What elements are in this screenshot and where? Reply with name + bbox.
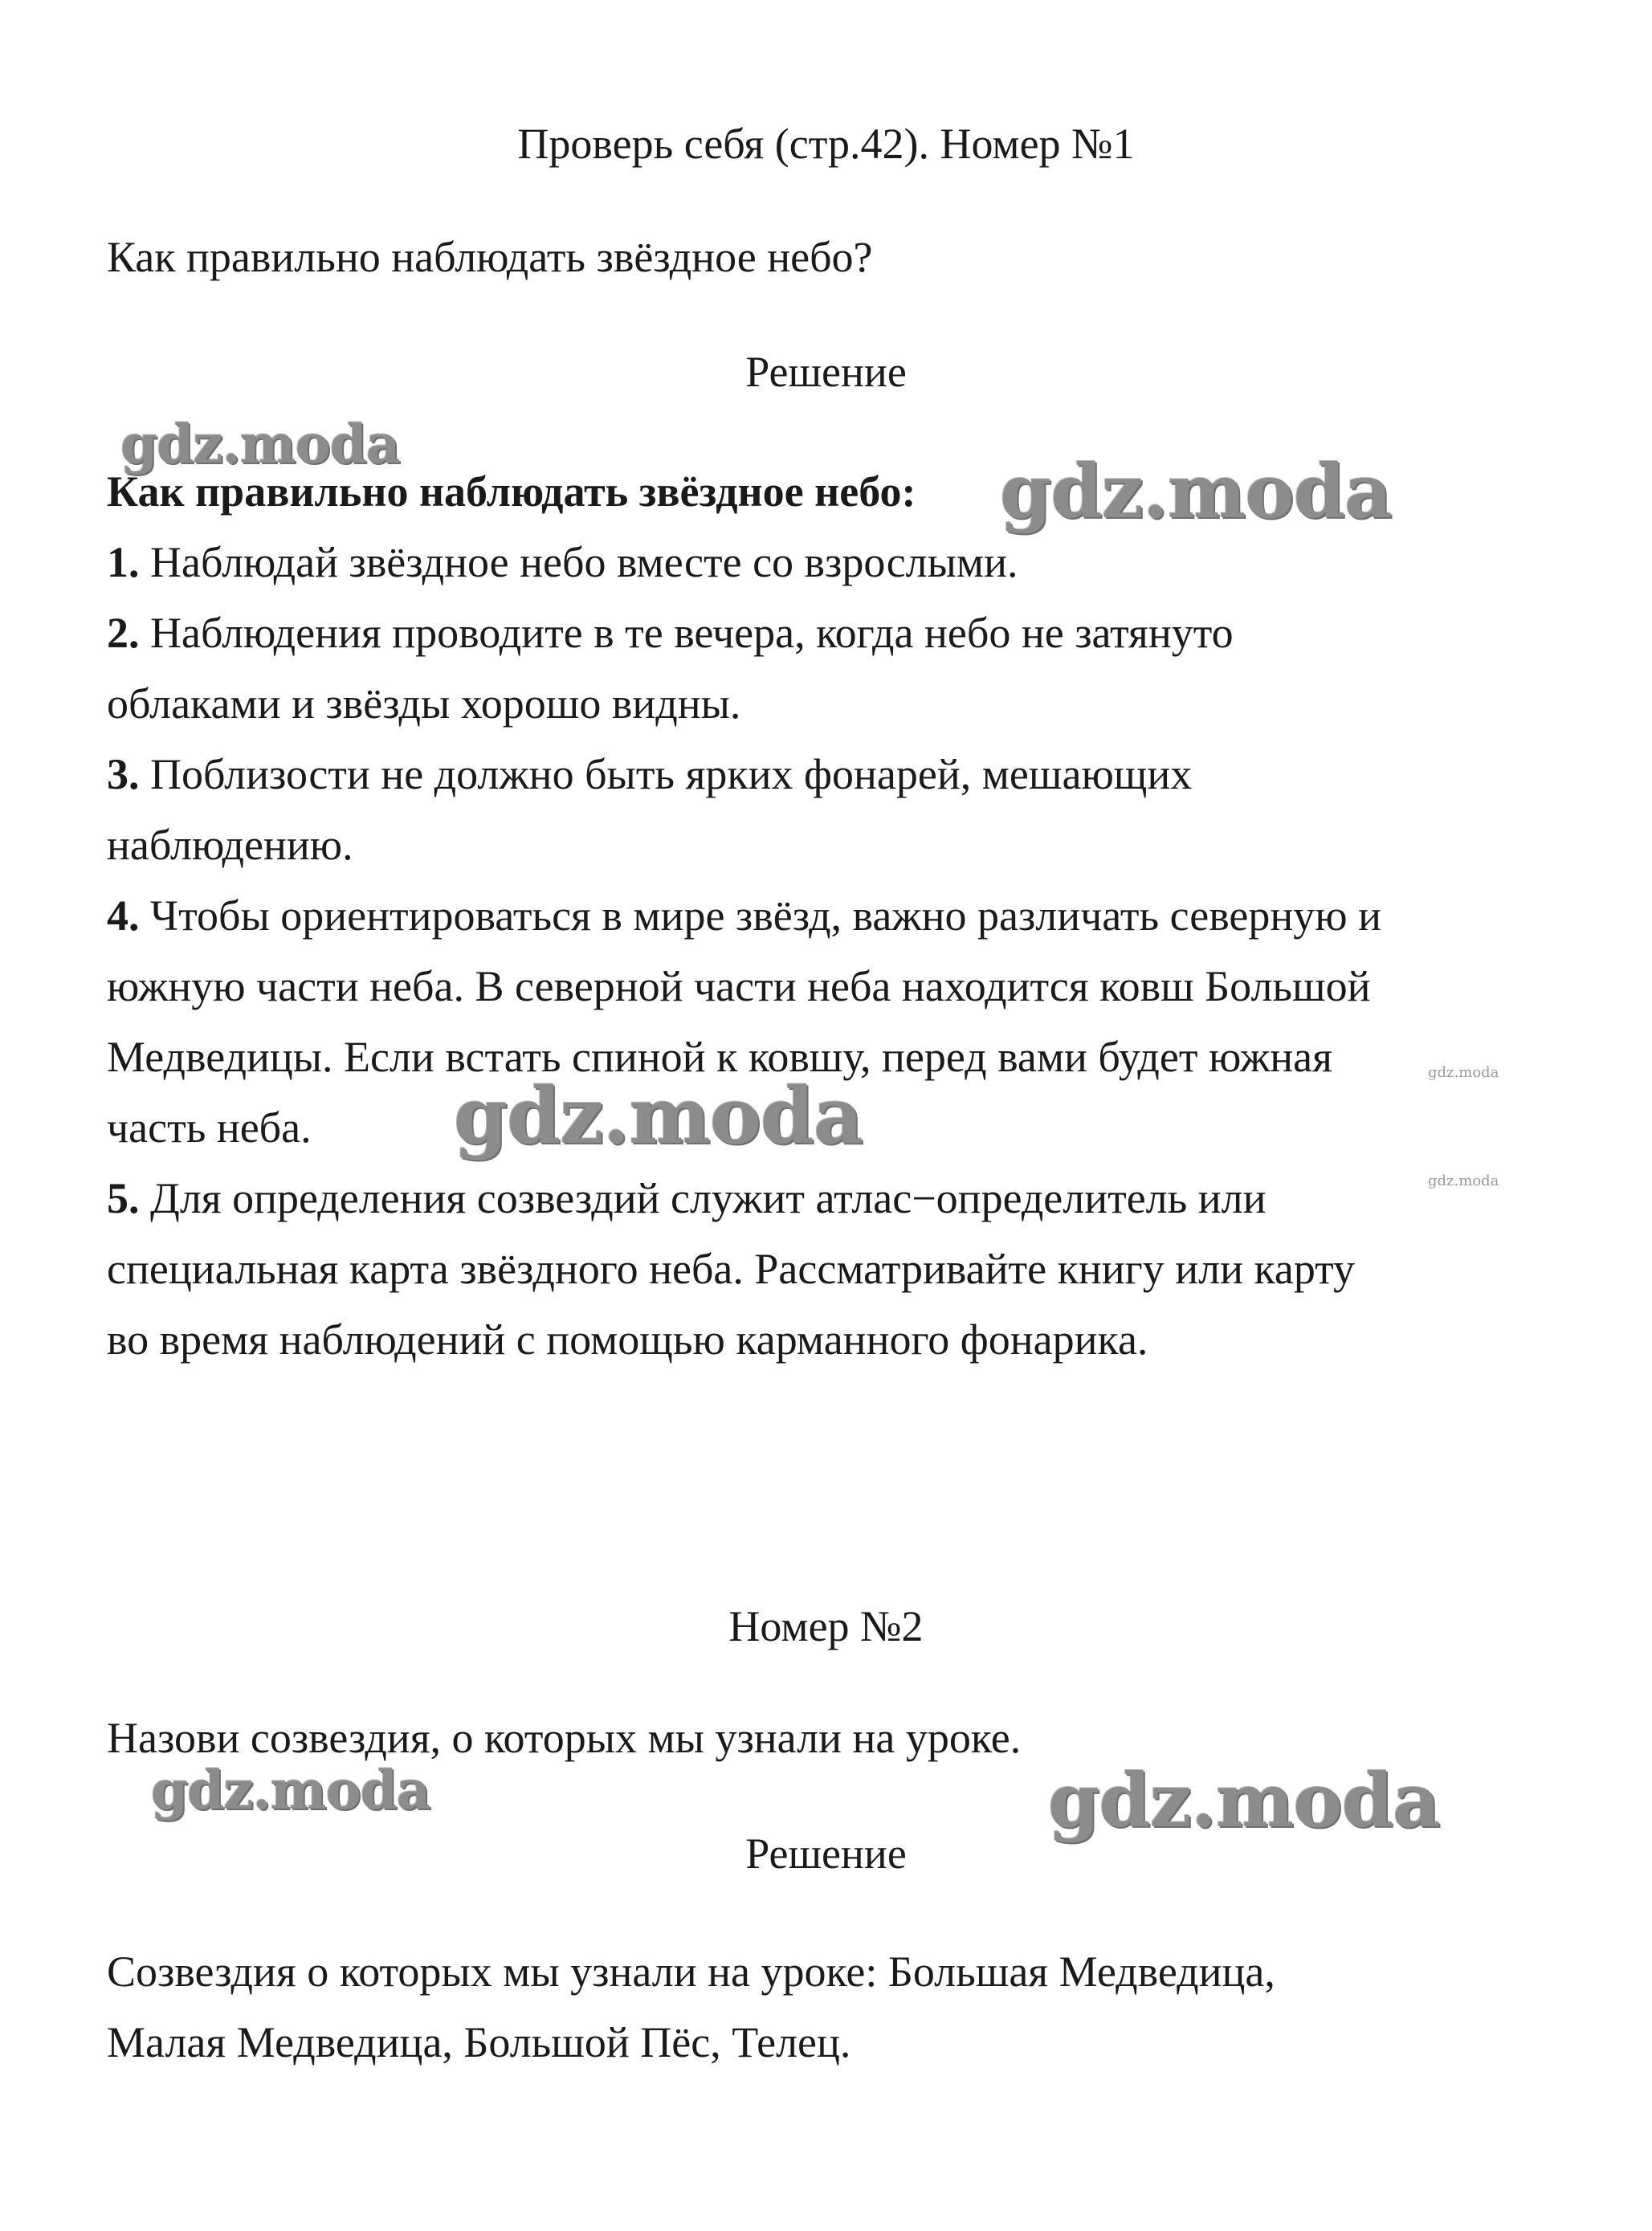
task1-item-4-cont1: южную части неба. В северной части неба находится ковш Большой: [107, 962, 1371, 1010]
task1-item-3-cont: наблюдению.: [107, 821, 353, 869]
task2-title: Номер №2: [728, 1602, 924, 1650]
item-number: 2.: [107, 609, 140, 657]
task1-item-4-cont2: Медведицы. Если встать спиной к ковшу, перед вами будет южная: [107, 1033, 1332, 1081]
task1-title: Проверь себя (стр.42). Номер №1: [517, 120, 1135, 168]
task1-question: Как правильно наблюдать звёздное небо?: [107, 233, 873, 281]
watermark: gdz.moda: [1000, 448, 1392, 535]
task1-item-4-cont3: часть неба.: [107, 1103, 312, 1152]
item-number: 4.: [107, 891, 140, 940]
item-text: Для определения созвездий служит атлас−определитель или: [150, 1174, 1267, 1222]
task2-answer-line-1: Созвездия о которых мы узнали на уроке: Большая Медведица,: [107, 1948, 1275, 1996]
task1-item-5-cont2: во время наблюдений с помощью карманного фонарика.: [107, 1315, 1148, 1364]
watermark: gdz.moda: [1048, 1757, 1440, 1844]
task2-question: Назови созвездия, о которых мы узнали на уроке.: [107, 1714, 1022, 1762]
item-text: Поблизости не должно быть ярких фонарей, мешающих: [150, 750, 1193, 798]
item-text: Чтобы ориентироваться в мире звёзд, важно различать северную и: [150, 891, 1381, 940]
task1-item-2-cont: облаками и звёзды хорошо видны.: [107, 679, 741, 728]
task1-item-5: [107, 1174, 1267, 1222]
task1-answer-heading: Как правильно наблюдать звёздное небо:: [107, 467, 916, 516]
task2-solution-label: Решение: [745, 1829, 907, 1878]
watermark: gdz.moda: [454, 1071, 863, 1161]
task2-answer-line-2: Малая Медведица, Большой Пёс, Телец.: [107, 2018, 851, 2066]
watermark: gdz.moda: [1428, 1173, 1499, 1189]
task1-item-1: [107, 540, 1018, 584]
task1-item-4: [107, 891, 1381, 940]
item-number: 3.: [107, 750, 140, 798]
task1-item-5-cont1: специальная карта звёздного неба. Рассматривайте книгу или карту: [107, 1245, 1356, 1293]
item-number: 1.: [107, 538, 140, 586]
watermark: gdz.moda: [1428, 1064, 1499, 1081]
task1-item-2: [107, 611, 1234, 655]
item-number: 5.: [107, 1174, 140, 1222]
item-text: Наблюдай звёздное небо вместе со взрослыми.: [150, 538, 1018, 586]
item-text: Наблюдения проводите в те вечера, когда небо не затянуто: [150, 609, 1234, 657]
task1-item-3: [107, 750, 1193, 798]
task1-solution-label: Решение: [745, 348, 907, 396]
watermark: gdz.moda: [120, 413, 400, 475]
watermark: gdz.moda: [151, 1759, 430, 1821]
